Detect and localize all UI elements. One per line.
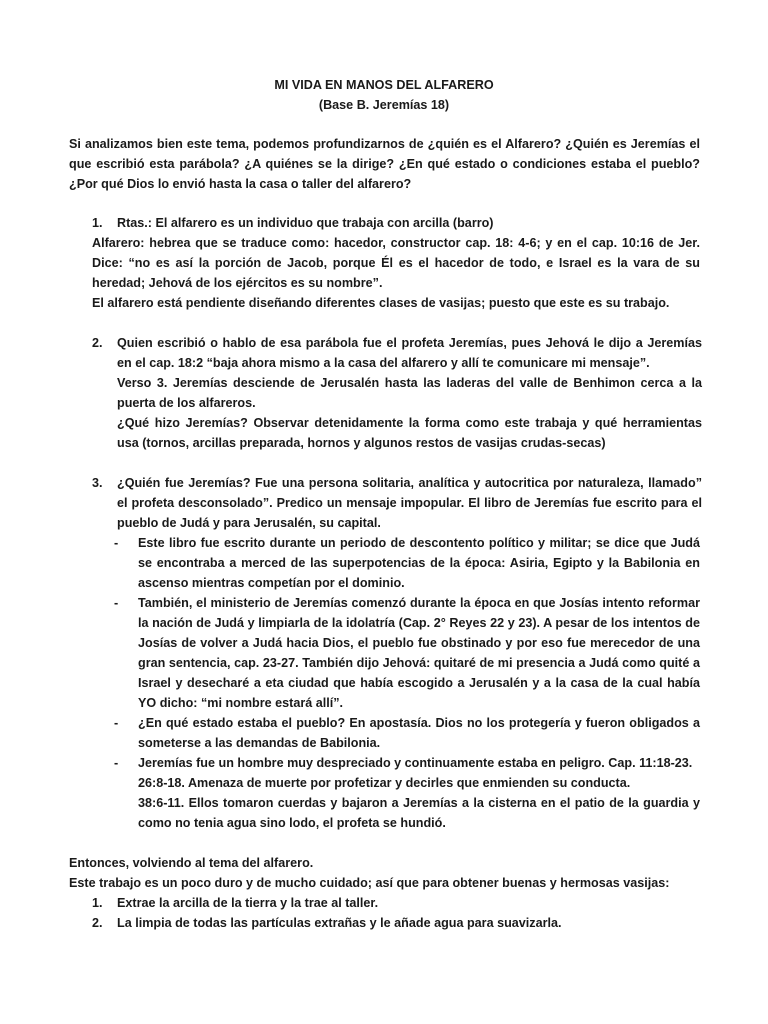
item2-paragraph-3: ¿Qué hizo Jeremías? Observar detenidamente la forma como este trabaja y qué herramientas usa (tornos, arcillas preparada, hornos y algunos restos de vasijas crudas-secas) <box>117 416 702 450</box>
bullet-dash: - <box>114 756 119 770</box>
bullet-dash: - <box>114 716 119 730</box>
bullet-text-line: Jeremías fue un hombre muy despreciado y continuamente estaba en peligro. Cap. 11:18-23. <box>138 756 693 770</box>
step-text: Extrae la arcilla de la tierra y la trae al taller. <box>117 896 379 910</box>
list-number: 3. <box>92 476 103 490</box>
bullet-dash: - <box>114 536 119 550</box>
bullet-text: También, el ministerio de Jeremías comenzó durante la época en que Josías intento reformar la nación de Judá y limpiarla de la idolatría (Cap. 2° Reyes 22 y 23). A pesar de los intentos de Josías de volver a Judá hacia Dios, el pueblo fue obstinado y por eso fue merecedor de una gran sentencia, cap. 23-27. También dijo Jehová: quitaré de mi presencia a Judá como quité a Israel y desecharé a eta ciudad que había escogido a Jerusalén y a la casa de la cual había YO dicho: “mi nombre estará allí”. <box>138 596 700 710</box>
document-title: MI VIDA EN MANOS DEL ALFARERO <box>274 78 494 92</box>
item3-paragraph-1: ¿Quién fue Jeremías? Fue una persona solitaria, analítica y autocritica por naturaleza, llamado” el profeta desconsolado”. Predico un mensaje impopular. El libro de Jeremías fue escrito para el pueblo de Judá y para Jerusalén, su capital. <box>117 476 702 530</box>
bullet-text-line: 26:8-18. Amenaza de muerte por profetizar y decirles que enmienden su conducta. <box>138 776 631 790</box>
item1-paragraph-2: El alfarero está pendiente diseñando diferentes clases de vasijas; puesto que este es su trabajo. <box>92 296 670 310</box>
closing-line-1: Entonces, volviendo al tema del alfarero. <box>69 856 314 870</box>
list-number: 1. <box>92 216 103 230</box>
bullet-text: ¿En qué estado estaba el pueblo? En apostasía. Dios no los protegería y fueron obligados a someterse a las demandas de Babilonia. <box>138 716 700 750</box>
step-number: 2. <box>92 916 103 930</box>
item1-heading: Rtas.: El alfarero es un individuo que trabaja con arcilla (barro) <box>117 216 494 230</box>
document-subtitle: (Base B. Jeremías 18) <box>318 98 450 112</box>
bullet-dash: - <box>114 596 119 610</box>
bullet-text: Este libro fue escrito durante un periodo de descontento político y militar; se dice que Judá se encontraba a merced de las superpotencias de la época: Asiria, Egipto y la Babilonia en ascenso mientras competían por el dominio. <box>138 536 700 590</box>
list-number: 2. <box>92 336 103 350</box>
bullet-text: 38:6-11. Ellos tomaron cuerdas y bajaron a Jeremías a la cisterna en el patio de la guardia y como no tenia agua sino lodo, el profeta se hundió. <box>138 796 700 830</box>
item2-paragraph-1: Quien escribió o hablo de esa parábola fue el profeta Jeremías, pues Jehová le dijo a Jeremías en el cap. 18:2 “baja ahora mismo a la casa del alfarero y allí te comunicare mi mensaje”. <box>117 336 702 370</box>
closing-line-2: Este trabajo es un poco duro y de mucho cuidado; así que para obtener buenas y hermosas vasijas: <box>69 876 670 890</box>
step-text: La limpia de todas las partículas extrañas y le añade agua para suavizarla. <box>117 916 562 930</box>
intro-paragraph: Si analizamos bien este tema, podemos profundizarnos de ¿quién es el Alfarero? ¿Quién es Jeremías el que escribió esta parábola? ¿A quiénes se la dirige? ¿En qué estado o condiciones estaba el pueblo? ¿Por qué Dios lo envió hasta la casa o taller del alfarero? <box>69 137 700 191</box>
item2-paragraph-2: Verso 3. Jeremías desciende de Jerusalén hasta las laderas del valle de Benhimon cerca a la puerta de los alfareros. <box>117 376 702 410</box>
item1-paragraph-1: Alfarero: hebrea que se traduce como: hacedor, constructor cap. 18: 4-6; y en el cap. 10:16 de Jer. Dice: “no es así la porción de Jacob, porque Él es el hacedor de todo, e Israel es la vara de su heredad; Jehová de los ejércitos es su nombre”. <box>92 236 700 290</box>
step-number: 1. <box>92 896 103 910</box>
